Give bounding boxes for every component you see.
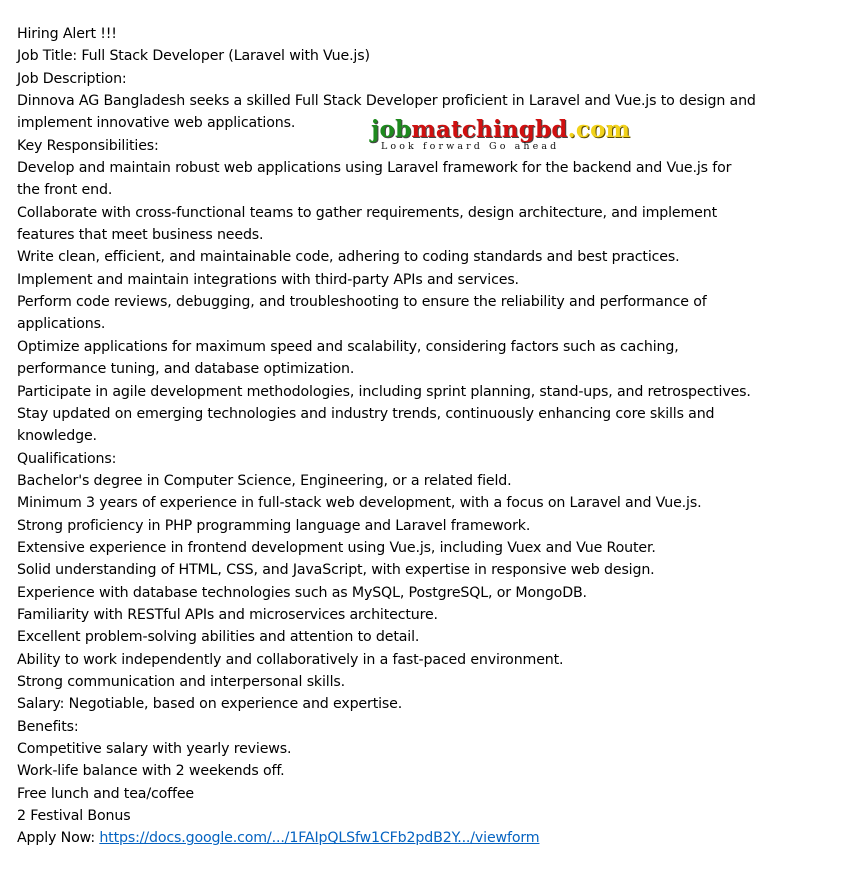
qualification-line: Solid understanding of HTML, CSS, and JavaScript, with expertise in responsive web design. [17,562,655,579]
jobmatchingbd-watermark-logo [371,117,651,155]
job-title: Job Title: Full Stack Developer (Laravel with Vue.js) [17,48,370,65]
hiring-alert-heading: Hiring Alert !!! [17,26,117,42]
responsibility-line: the front end. [17,182,113,199]
responsibility-line: applications. [17,316,106,333]
responsibility-line: Participate in agile development methodologies, including sprint planning, stand-ups, and retrospectives. [17,383,751,400]
job-description-line: implement innovative web applications. [17,115,296,132]
responsibility-line: performance tuning, and database optimization. [17,361,355,378]
responsibilities-heading: Key Responsibilities: [17,137,159,154]
logo-word-com: .com [567,116,631,143]
job-description-heading: Job Description: [17,70,127,87]
apply-now-label: Apply Now: [17,830,100,847]
responsibility-line: Optimize applications for maximum speed and scalability, considering factors such as caching, [17,338,679,355]
qualifications-heading: Qualifications: [17,450,117,467]
benefit-line: Work-life balance with 2 weekends off. [17,763,285,780]
benefits-heading: Benefits: [17,718,79,735]
qualification-line: Ability to work independently and collaboratively in a fast-paced environment. [17,651,564,668]
benefit-line: Free lunch and tea/coffee [17,785,194,802]
responsibility-line: features that meet business needs. [17,227,264,244]
benefit-line: Competitive salary with yearly reviews. [17,741,292,757]
responsibility-line: Stay updated on emerging technologies and industry trends, continuously enhancing core skills and [17,405,715,422]
logo-word-matchingbd: matchingbd [411,116,568,143]
responsibility-line: Collaborate with cross-functional teams to gather requirements, design architecture, and implement [17,204,718,221]
qualification-line: Excellent problem-solving abilities and attention to detail. [17,629,420,646]
apply-form-link[interactable]: https://docs.google.com/.../1FAIpQLSfw1CFb2pdB2Y.../viewform [99,830,540,847]
logo-tagline: Look forward Go ahead [381,141,560,152]
qualification-line: Bachelor's degree in Computer Science, Engineering, or a related field. [17,472,512,489]
responsibility-line: Perform code reviews, debugging, and troubleshooting to ensure the reliability and performance of [17,294,707,311]
logo-word-job: job [371,116,412,143]
responsibility-line: Develop and maintain robust web applications using Laravel framework for the backend and Vue.js for [17,160,732,177]
qualification-line: Minimum 3 years of experience in full-stack web development, with a focus on Laravel and Vue.js. [17,495,702,512]
job-description-line: Dinnova AG Bangladesh seeks a skilled Full Stack Developer proficient in Laravel and Vue.js to design and [17,93,756,110]
qualification-line: Extensive experience in frontend development using Vue.js, including Vuex and Vue Router. [17,539,656,556]
logo-wordmark [371,117,630,143]
benefit-line: 2 Festival Bonus [17,808,131,825]
qualification-line: Strong proficiency in PHP programming language and Laravel framework. [17,517,531,534]
qualification-line: Strong communication and interpersonal skills. [17,673,345,690]
qualification-line: Familiarity with RESTful APIs and microservices architecture. [17,606,438,623]
responsibility-line: knowledge. [17,428,97,445]
responsibility-line: Write clean, efficient, and maintainable code, adhering to coding standards and best practices. [17,249,680,266]
qualification-line: Experience with database technologies such as MySQL, PostgreSQL, or MongoDB. [17,584,587,601]
apply-now-line [17,827,817,849]
salary-line: Salary: Negotiable, based on experience and expertise. [17,696,403,713]
responsibility-line: Implement and maintain integrations with third-party APIs and services. [17,271,519,288]
